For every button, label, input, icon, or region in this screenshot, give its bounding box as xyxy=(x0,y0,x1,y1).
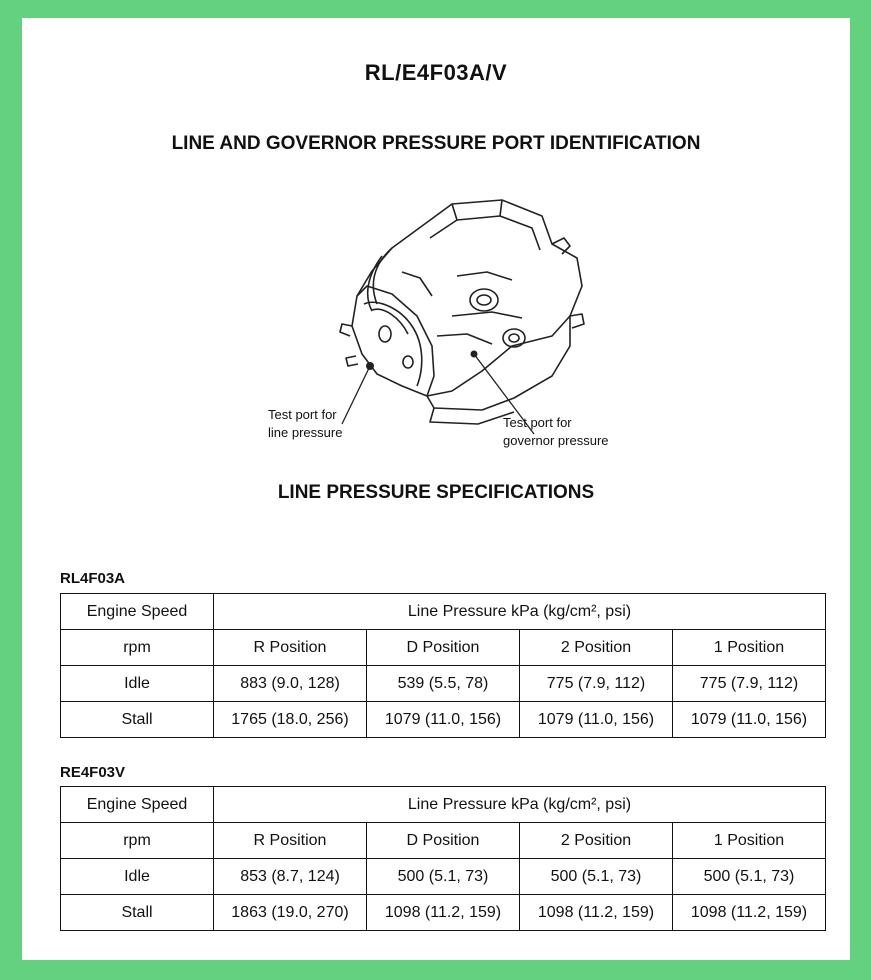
document-page xyxy=(22,18,850,960)
line-pressure-specs-heading: LINE PRESSURE SPECIFICATIONS xyxy=(277,482,595,503)
table-header-row: Engine Speed Line Pressure kPa (kg/cm², psi) xyxy=(61,594,826,630)
port-identification-heading: LINE AND GOVERNOR PRESSURE PORT IDENTIFICATION xyxy=(171,133,701,154)
model-label-re4f03v: RE4F03V xyxy=(60,764,126,781)
table-row: Stall 1863 (19.0, 270) 1098 (11.2, 159) 1098 (11.2, 159) 1098 (11.2, 159) xyxy=(61,895,826,931)
table-subheader-row: rpm R Position D Position 2 Position 1 Position xyxy=(61,823,826,859)
model-label-rl4f03a: RL4F03A xyxy=(60,570,126,587)
document-title: RL/E4F03A/V xyxy=(364,60,508,85)
table-row: Stall 1765 (18.0, 256) 1079 (11.0, 156) 1079 (11.0, 156) 1079 (11.0, 156) xyxy=(61,702,826,738)
spec-table-rl4f03a xyxy=(60,593,826,738)
governor-pressure-port-callout: Test port for governor pressure xyxy=(503,415,609,448)
table-subheader-row: rpm R Position D Position 2 Position 1 Position xyxy=(61,630,826,666)
spec-table-re4f03v xyxy=(60,786,826,931)
line-pressure-port-callout: Test port for line pressure xyxy=(268,407,343,440)
table-row: Idle 853 (8.7, 124) 500 (5.1, 73) 500 (5.1, 73) 500 (5.1, 73) xyxy=(61,859,826,895)
table-row: Idle 883 (9.0, 128) 539 (5.5, 78) 775 (7.9, 112) 775 (7.9, 112) xyxy=(61,666,826,702)
table-header-row: Engine Speed Line Pressure kPa (kg/cm², psi) xyxy=(61,787,826,823)
